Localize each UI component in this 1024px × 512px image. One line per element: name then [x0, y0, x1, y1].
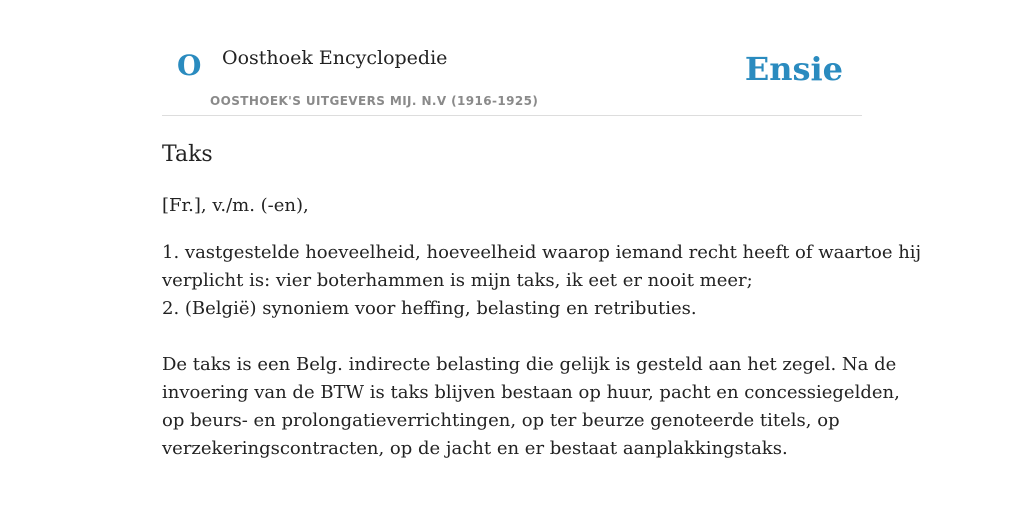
source-title-link[interactable]: Oosthoek Encyclopedie [222, 47, 448, 69]
definition-line: 1. vastgestelde hoeveelheid, hoeveelheid waarop iemand recht heeft of waartoe hij [162, 242, 922, 263]
source-subtitle: OOSTHOEK'S UITGEVERS MIJ. N.V (1916-1925) [210, 94, 539, 108]
page-content [162, 0, 922, 459]
entry-paragraph [162, 351, 900, 463]
header [162, 0, 862, 116]
source-logo[interactable]: O [177, 49, 202, 82]
paragraph-line: De taks is een Belg. indirecte belasting die gelijk is gesteld aan het zegel. Na de [162, 354, 897, 375]
entry-definitions [162, 239, 922, 323]
paragraph-line: verzekeringscontracten, op de jacht en er bestaat aanplakkingstaks. [162, 438, 788, 459]
entry-title: Taks [162, 142, 213, 167]
definition-line: verplicht is: vier boterhammen is mijn taks, ik eet er nooit meer; [162, 270, 753, 291]
paragraph-line: op beurs- en prolongatieverrichtingen, op ter beurze genoteerde titels, op [162, 410, 840, 431]
entry-grammar: [Fr.], v./m. (-en), [162, 195, 309, 216]
brand-logo[interactable]: Ensie [744, 50, 843, 88]
paragraph-line: invoering van de BTW is taks blijven bestaan op huur, pacht en concessiegelden, [162, 382, 900, 403]
definition-line: 2. (België) synoniem voor heffing, belasting en retributies. [162, 298, 697, 319]
